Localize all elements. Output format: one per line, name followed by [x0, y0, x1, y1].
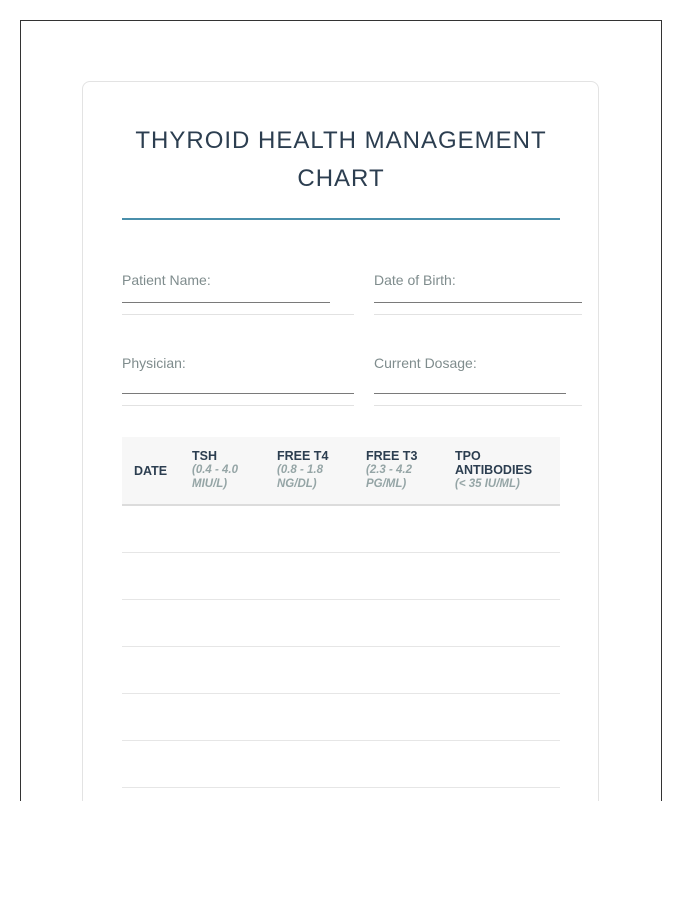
- field-divider: [122, 405, 354, 406]
- field-divider: [122, 314, 354, 315]
- free-t4-cell[interactable]: [277, 600, 362, 646]
- current-dosage-field[interactable]: [374, 355, 582, 399]
- table-row[interactable]: [122, 506, 560, 553]
- free-t3-cell[interactable]: [366, 553, 451, 599]
- free-t3-cell[interactable]: [366, 788, 451, 801]
- date-cell[interactable]: [122, 553, 190, 599]
- page-title: THYROID HEALTH MANAGEMENT CHART: [135, 127, 547, 192]
- tpo-antibodies-cell[interactable]: [455, 506, 560, 552]
- table-row[interactable]: [122, 553, 560, 600]
- date-cell[interactable]: [122, 788, 190, 801]
- tsh-cell[interactable]: [192, 694, 272, 740]
- physician-label: Physician:: [122, 355, 186, 371]
- tsh-cell[interactable]: [192, 506, 272, 552]
- free-t3-cell[interactable]: [366, 600, 451, 646]
- free-t4-cell[interactable]: [277, 741, 362, 787]
- physician-field[interactable]: [122, 355, 354, 399]
- free-t3-reference-range: (2.3 - 4.2 PG/ML): [366, 464, 413, 490]
- patient-name-field[interactable]: [122, 272, 354, 316]
- lab-results-table: [122, 437, 560, 801]
- free-t4-reference-range: (0.8 - 1.8 NG/DL): [277, 464, 324, 490]
- table-row[interactable]: [122, 600, 560, 647]
- date-cell[interactable]: [122, 741, 190, 787]
- free-t4-cell[interactable]: [277, 788, 362, 801]
- free-t4-cell[interactable]: [277, 506, 362, 552]
- tsh-cell[interactable]: [192, 647, 272, 693]
- tsh-cell[interactable]: [192, 741, 272, 787]
- free-t3-cell[interactable]: [366, 647, 451, 693]
- column-header-tsh: TSH (0.4 - 4.0 MIU/L): [192, 437, 270, 504]
- title-divider: [122, 218, 560, 220]
- column-header-free-t4: FREE T4 (0.8 - 1.8 NG/DL): [277, 437, 357, 504]
- free-t4-cell[interactable]: [277, 694, 362, 740]
- tpo-antibodies-cell[interactable]: [455, 600, 560, 646]
- date-cell[interactable]: [122, 600, 190, 646]
- table-row[interactable]: [122, 741, 560, 788]
- date-cell[interactable]: [122, 506, 190, 552]
- date-of-birth-input-line[interactable]: [374, 302, 582, 303]
- free-t4-cell[interactable]: [277, 647, 362, 693]
- tpo-antibodies-cell[interactable]: [455, 788, 560, 801]
- tpo-antibodies-cell[interactable]: [455, 741, 560, 787]
- patient-name-input-line[interactable]: [122, 302, 330, 303]
- table-row[interactable]: [122, 647, 560, 694]
- date-cell[interactable]: [122, 647, 190, 693]
- date-of-birth-label: Date of Birth:: [374, 272, 456, 288]
- date-cell[interactable]: [122, 694, 190, 740]
- column-header-date: DATE: [134, 464, 168, 478]
- column-header-tpo-antibodies: TPO ANTIBODIES (< 35 IU/ML): [455, 449, 533, 490]
- table-row[interactable]: [122, 788, 560, 801]
- tsh-reference-range: (0.4 - 4.0 MIU/L): [192, 464, 239, 490]
- free-t3-cell[interactable]: [366, 506, 451, 552]
- current-dosage-label: Current Dosage:: [374, 355, 477, 371]
- field-divider: [374, 314, 582, 315]
- free-t4-cell[interactable]: [277, 553, 362, 599]
- tpo-antibodies-cell[interactable]: [455, 694, 560, 740]
- tpo-antibodies-reference-range: (< 35 IU/ML): [455, 478, 520, 490]
- free-t3-cell[interactable]: [366, 694, 451, 740]
- free-t3-cell[interactable]: [366, 741, 451, 787]
- physician-input-line[interactable]: [122, 393, 354, 394]
- table-row[interactable]: [122, 694, 560, 741]
- current-dosage-input-line[interactable]: [374, 393, 566, 394]
- tpo-antibodies-cell[interactable]: [455, 553, 560, 599]
- column-header-free-t3: FREE T3 (2.3 - 4.2 PG/ML): [366, 437, 446, 504]
- tsh-cell[interactable]: [192, 600, 272, 646]
- table-header: [122, 437, 560, 506]
- tsh-cell[interactable]: [192, 788, 272, 801]
- tpo-antibodies-cell[interactable]: [455, 647, 560, 693]
- field-divider: [374, 405, 582, 406]
- date-of-birth-field[interactable]: [374, 272, 582, 316]
- patient-name-label: Patient Name:: [122, 272, 211, 288]
- tsh-cell[interactable]: [192, 553, 272, 599]
